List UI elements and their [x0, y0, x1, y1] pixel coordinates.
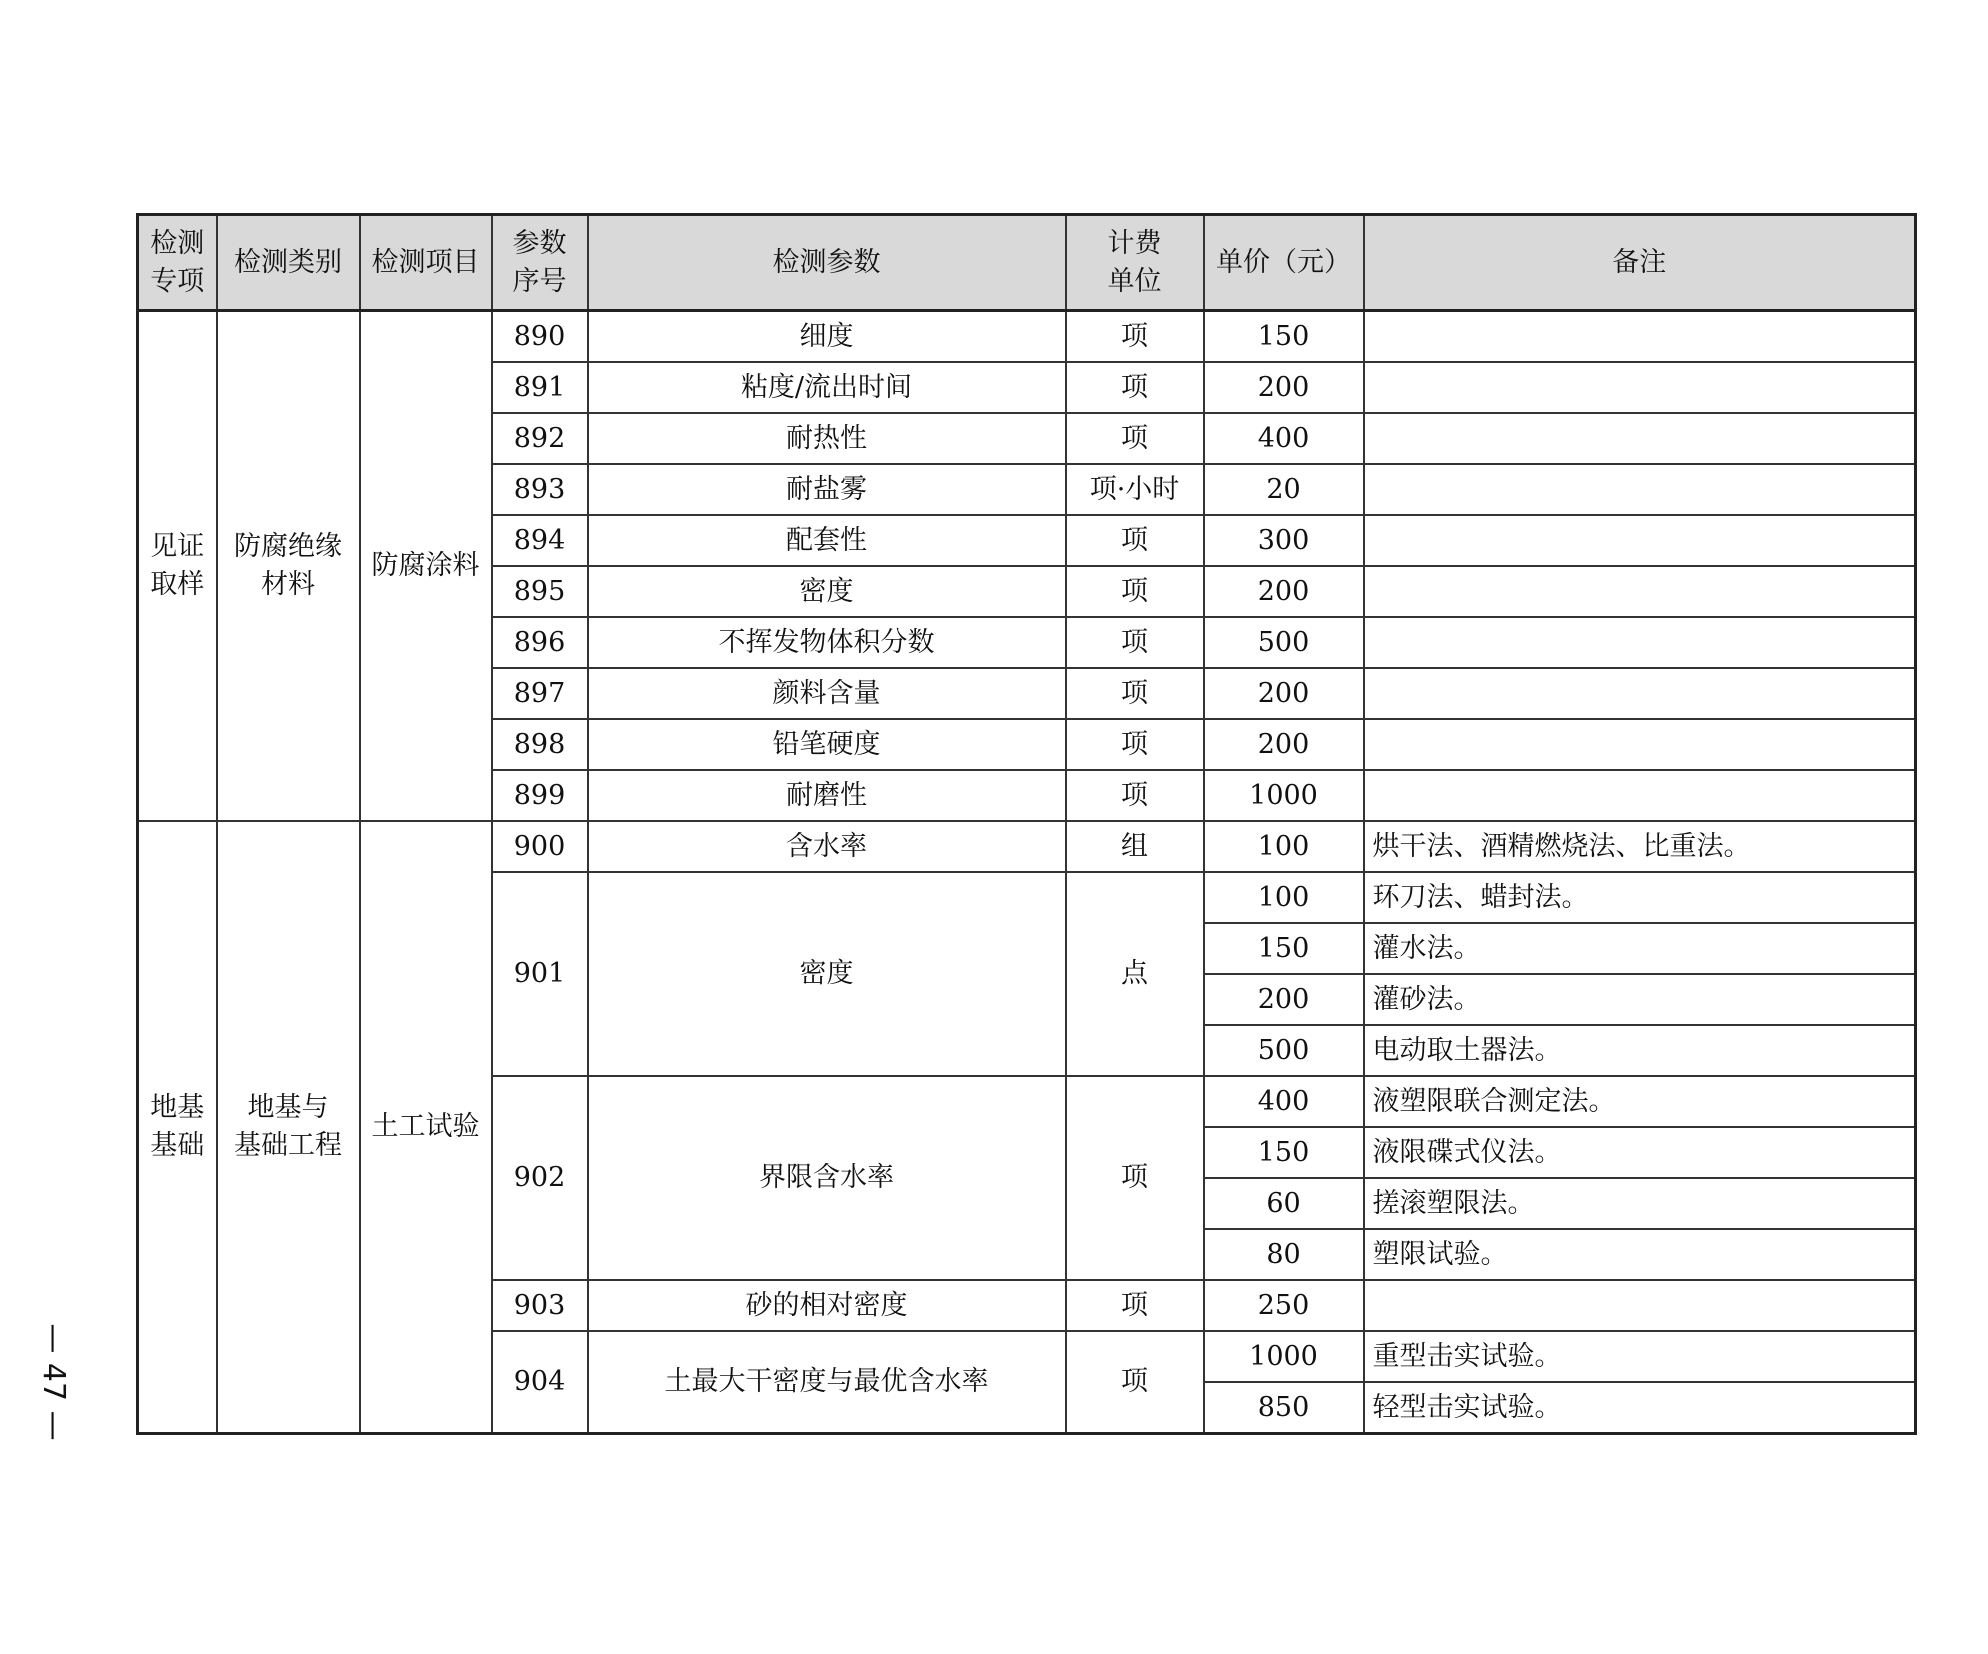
cell-unit: 项: [1066, 311, 1204, 363]
table-row: [138, 821, 1916, 872]
cell-category: 防腐绝缘 材料: [217, 311, 360, 822]
cell-special: 见证 取样: [138, 311, 217, 822]
cell-unit: 点: [1066, 872, 1204, 1076]
cell-remark: [1364, 311, 1916, 363]
cell-remark: 烘干法、酒精燃烧法、比重法。: [1364, 821, 1916, 872]
cell-unit: 项·小时: [1066, 464, 1204, 515]
cell-price: 500: [1204, 1025, 1364, 1076]
page-number: — 47 —: [36, 1323, 72, 1441]
cell-param-no: 899: [492, 770, 588, 821]
cell-price: 200: [1204, 362, 1364, 413]
cell-remark: [1364, 1280, 1916, 1331]
cell-remark: 重型击实试验。: [1364, 1331, 1916, 1382]
cell-unit: 项: [1066, 1076, 1204, 1280]
cell-param-name: 配套性: [588, 515, 1066, 566]
cell-item: 防腐涂料: [360, 311, 492, 822]
cell-remark: 液限碟式仪法。: [1364, 1127, 1916, 1178]
cell-param-no: 904: [492, 1331, 588, 1434]
cell-unit: 项: [1066, 1331, 1204, 1434]
cell-price: 20: [1204, 464, 1364, 515]
cell-param-no: 896: [492, 617, 588, 668]
cell-unit: 组: [1066, 821, 1204, 872]
cell-param-name: 耐磨性: [588, 770, 1066, 821]
cell-price: 150: [1204, 1127, 1364, 1178]
cell-price: 200: [1204, 719, 1364, 770]
cell-remark: [1364, 464, 1916, 515]
cell-special: 地基 基础: [138, 821, 217, 1434]
header-special: 检测 专项: [138, 215, 217, 311]
header-param-name: 检测参数: [588, 215, 1066, 311]
cell-remark: 塑限试验。: [1364, 1229, 1916, 1280]
cell-param-no: 890: [492, 311, 588, 363]
fee-table: [136, 213, 1917, 1435]
cell-param-name: 细度: [588, 311, 1066, 363]
cell-param-no: 901: [492, 872, 588, 1076]
cell-remark: [1364, 515, 1916, 566]
cell-param-name: 砂的相对密度: [588, 1280, 1066, 1331]
cell-param-name: 耐盐雾: [588, 464, 1066, 515]
cell-unit: 项: [1066, 362, 1204, 413]
cell-unit: 项: [1066, 770, 1204, 821]
cell-param-no: 903: [492, 1280, 588, 1331]
cell-remark: [1364, 413, 1916, 464]
cell-param-no: 891: [492, 362, 588, 413]
cell-param-no: 898: [492, 719, 588, 770]
cell-param-no: 894: [492, 515, 588, 566]
cell-param-name: 界限含水率: [588, 1076, 1066, 1280]
cell-param-no: 895: [492, 566, 588, 617]
header-param-no: 参数 序号: [492, 215, 588, 311]
cell-param-name: 耐热性: [588, 413, 1066, 464]
table-body: [138, 311, 1916, 1434]
cell-remark: 灌砂法。: [1364, 974, 1916, 1025]
cell-param-name: 密度: [588, 872, 1066, 1076]
cell-item: 土工试验: [360, 821, 492, 1434]
cell-price: 1000: [1204, 770, 1364, 821]
cell-remark: 灌水法。: [1364, 923, 1916, 974]
cell-price: 150: [1204, 923, 1364, 974]
header-row: [138, 215, 1916, 311]
cell-remark: [1364, 566, 1916, 617]
cell-unit: 项: [1066, 515, 1204, 566]
cell-price: 400: [1204, 413, 1364, 464]
cell-unit: 项: [1066, 413, 1204, 464]
cell-param-no: 900: [492, 821, 588, 872]
cell-price: 400: [1204, 1076, 1364, 1127]
header-category: 检测类别: [217, 215, 360, 311]
cell-param-name: 含水率: [588, 821, 1066, 872]
cell-price: 1000: [1204, 1331, 1364, 1382]
cell-param-no: 897: [492, 668, 588, 719]
cell-price: 100: [1204, 872, 1364, 923]
cell-remark: [1364, 617, 1916, 668]
cell-price: 80: [1204, 1229, 1364, 1280]
header-unit: 计费 单位: [1066, 215, 1204, 311]
cell-param-no: 892: [492, 413, 588, 464]
cell-param-name: 铅笔硬度: [588, 719, 1066, 770]
cell-price: 300: [1204, 515, 1364, 566]
cell-price: 200: [1204, 668, 1364, 719]
cell-param-name: 密度: [588, 566, 1066, 617]
cell-price: 200: [1204, 566, 1364, 617]
cell-unit: 项: [1066, 566, 1204, 617]
cell-remark: [1364, 668, 1916, 719]
cell-unit: 项: [1066, 1280, 1204, 1331]
table-row: [138, 311, 1916, 363]
cell-param-name: 颜料含量: [588, 668, 1066, 719]
cell-price: 200: [1204, 974, 1364, 1025]
cell-unit: 项: [1066, 668, 1204, 719]
cell-remark: 搓滚塑限法。: [1364, 1178, 1916, 1229]
cell-param-name: 不挥发物体积分数: [588, 617, 1066, 668]
header-price: 单价（元）: [1204, 215, 1364, 311]
cell-category: 地基与 基础工程: [217, 821, 360, 1434]
table-header: [138, 215, 1916, 311]
cell-price: 60: [1204, 1178, 1364, 1229]
cell-unit: 项: [1066, 617, 1204, 668]
header-item: 检测项目: [360, 215, 492, 311]
cell-param-no: 893: [492, 464, 588, 515]
cell-remark: [1364, 770, 1916, 821]
cell-param-name: 土最大干密度与最优含水率: [588, 1331, 1066, 1434]
cell-remark: 环刀法、蜡封法。: [1364, 872, 1916, 923]
cell-price: 100: [1204, 821, 1364, 872]
cell-unit: 项: [1066, 719, 1204, 770]
cell-param-name: 粘度/流出时间: [588, 362, 1066, 413]
cell-remark: 液塑限联合测定法。: [1364, 1076, 1916, 1127]
cell-remark: [1364, 362, 1916, 413]
cell-price: 850: [1204, 1382, 1364, 1434]
cell-remark: 轻型击实试验。: [1364, 1382, 1916, 1434]
cell-param-no: 902: [492, 1076, 588, 1280]
cell-price: 500: [1204, 617, 1364, 668]
cell-price: 150: [1204, 311, 1364, 363]
cell-remark: [1364, 719, 1916, 770]
cell-remark: 电动取土器法。: [1364, 1025, 1916, 1076]
cell-price: 250: [1204, 1280, 1364, 1331]
header-remark: 备注: [1364, 215, 1916, 311]
